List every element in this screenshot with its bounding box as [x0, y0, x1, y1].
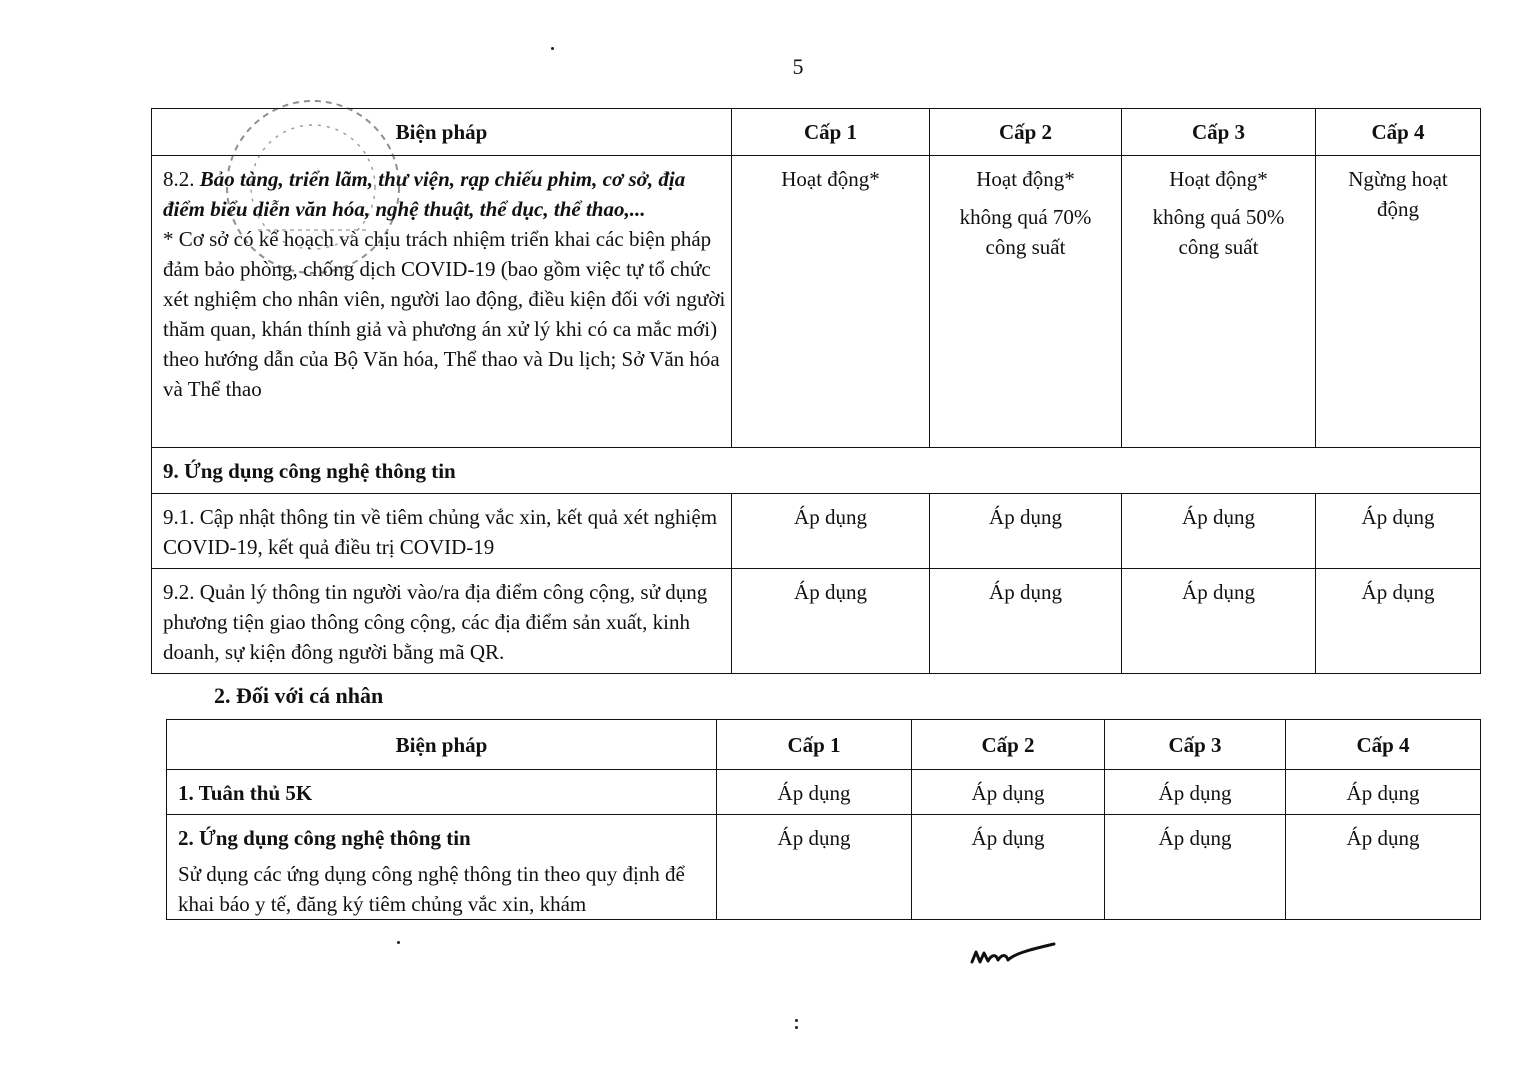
table-row	[167, 815, 1481, 920]
level-2-status: Hoạt động*	[976, 167, 1075, 191]
level-3-cell	[1122, 156, 1316, 448]
level-3-cell: Áp dụng	[1105, 770, 1286, 815]
table-row	[152, 494, 1481, 569]
header-level-3: Cấp 3	[1122, 109, 1316, 156]
level-4-cell: Áp dụng	[1316, 494, 1481, 569]
item-title: Bảo tàng, triển lãm, thư viện, rạp chiếu phim, cơ sở, địa điểm biểu diễn văn hóa, nghệ thuật, thể dục, thể thao,...	[163, 167, 686, 221]
level-3-capacity: không quá 50% công suất	[1152, 205, 1285, 259]
header-level-3: Cấp 3	[1105, 720, 1286, 770]
scan-speck	[397, 941, 400, 944]
measure-cell: 9.1. Cập nhật thông tin về tiêm chủng vắc xin, kết quả xét nghiệm COVID-19, kết quả điều trị COVID-19	[152, 494, 732, 569]
header-level-1: Cấp 1	[717, 720, 912, 770]
level-1-cell: Hoạt động*	[732, 156, 930, 448]
table-row	[152, 569, 1481, 674]
level-4-cell: Ngừng hoạt động	[1316, 156, 1481, 448]
measure-cell	[152, 156, 732, 448]
item-number: 8.2.	[163, 167, 200, 191]
table-header-row	[167, 720, 1481, 770]
header-level-1: Cấp 1	[732, 109, 930, 156]
level-3-cell: Áp dụng	[1105, 815, 1286, 920]
section-row	[152, 448, 1481, 494]
level-2-cell: Áp dụng	[912, 815, 1105, 920]
level-2-cell: Áp dụng	[930, 494, 1122, 569]
level-3-status: Hoạt động*	[1169, 167, 1268, 191]
level-4-cell: Áp dụng	[1286, 770, 1481, 815]
scan-speck	[551, 47, 554, 50]
level-2-cell	[930, 156, 1122, 448]
level-4-cell: Áp dụng	[1286, 815, 1481, 920]
page-number: 5	[792, 54, 804, 79]
level-2-capacity: không quá 70% công suất	[959, 205, 1092, 259]
measures-table-organizations	[151, 108, 1481, 674]
level-1-cell: Áp dụng	[717, 815, 912, 920]
item-text: Sử dụng các ứng dụng công nghệ thông tin theo quy định để khai báo y tế, đăng ký tiêm chủng vắc xin, khám	[178, 862, 685, 916]
scan-speck	[795, 1019, 798, 1022]
section-title: 9. Ứng dụng công nghệ thông tin	[152, 448, 1481, 494]
table-row	[152, 156, 1481, 448]
item-note: * Cơ sở có kế hoạch và chịu trách nhiệm triển khai các biện pháp đảm bảo phòng, chống dịch COVID-19 (bao gồm việc tự tổ chức xét nghiệm cho nhân viên, người lao động, điều kiện đối với người thăm quan, khán thính giả và phương án xử lý khi có ca mắc mới) theo hướng dẫn của Bộ Văn hóa, Thể thao và Du lịch; Sở Văn hóa và Thể thao	[163, 227, 726, 401]
level-4-cell: Áp dụng	[1316, 569, 1481, 674]
header-measure: Biện pháp	[167, 720, 717, 770]
measure-cell: 9.2. Quản lý thông tin người vào/ra địa điểm công cộng, sử dụng phương tiện giao thông công cộng, các địa điểm sản xuất, kinh doanh, sự kiện đông người bằng mã QR.	[152, 569, 732, 674]
level-3-cell: Áp dụng	[1122, 494, 1316, 569]
scan-speck	[795, 1026, 798, 1029]
measure-cell	[167, 815, 717, 920]
level-2-cell: Áp dụng	[930, 569, 1122, 674]
section-heading-individuals: 2. Đối với cá nhân	[214, 683, 384, 708]
level-1-cell: Áp dụng	[732, 569, 930, 674]
header-level-2: Cấp 2	[912, 720, 1105, 770]
level-3-cell: Áp dụng	[1122, 569, 1316, 674]
table-row	[167, 770, 1481, 815]
measure-cell: 1. Tuân thủ 5K	[167, 770, 717, 815]
header-level-4: Cấp 4	[1286, 720, 1481, 770]
level-1-cell: Áp dụng	[717, 770, 912, 815]
level-1-cell: Áp dụng	[732, 494, 930, 569]
header-level-4: Cấp 4	[1316, 109, 1481, 156]
item-title: 2. Ứng dụng công nghệ thông tin	[178, 826, 471, 850]
handwritten-signature	[968, 940, 1058, 968]
header-measure: Biện pháp	[152, 109, 732, 156]
header-level-2: Cấp 2	[930, 109, 1122, 156]
table-header-row	[152, 109, 1481, 156]
measures-table-individuals	[166, 719, 1481, 920]
level-2-cell: Áp dụng	[912, 770, 1105, 815]
